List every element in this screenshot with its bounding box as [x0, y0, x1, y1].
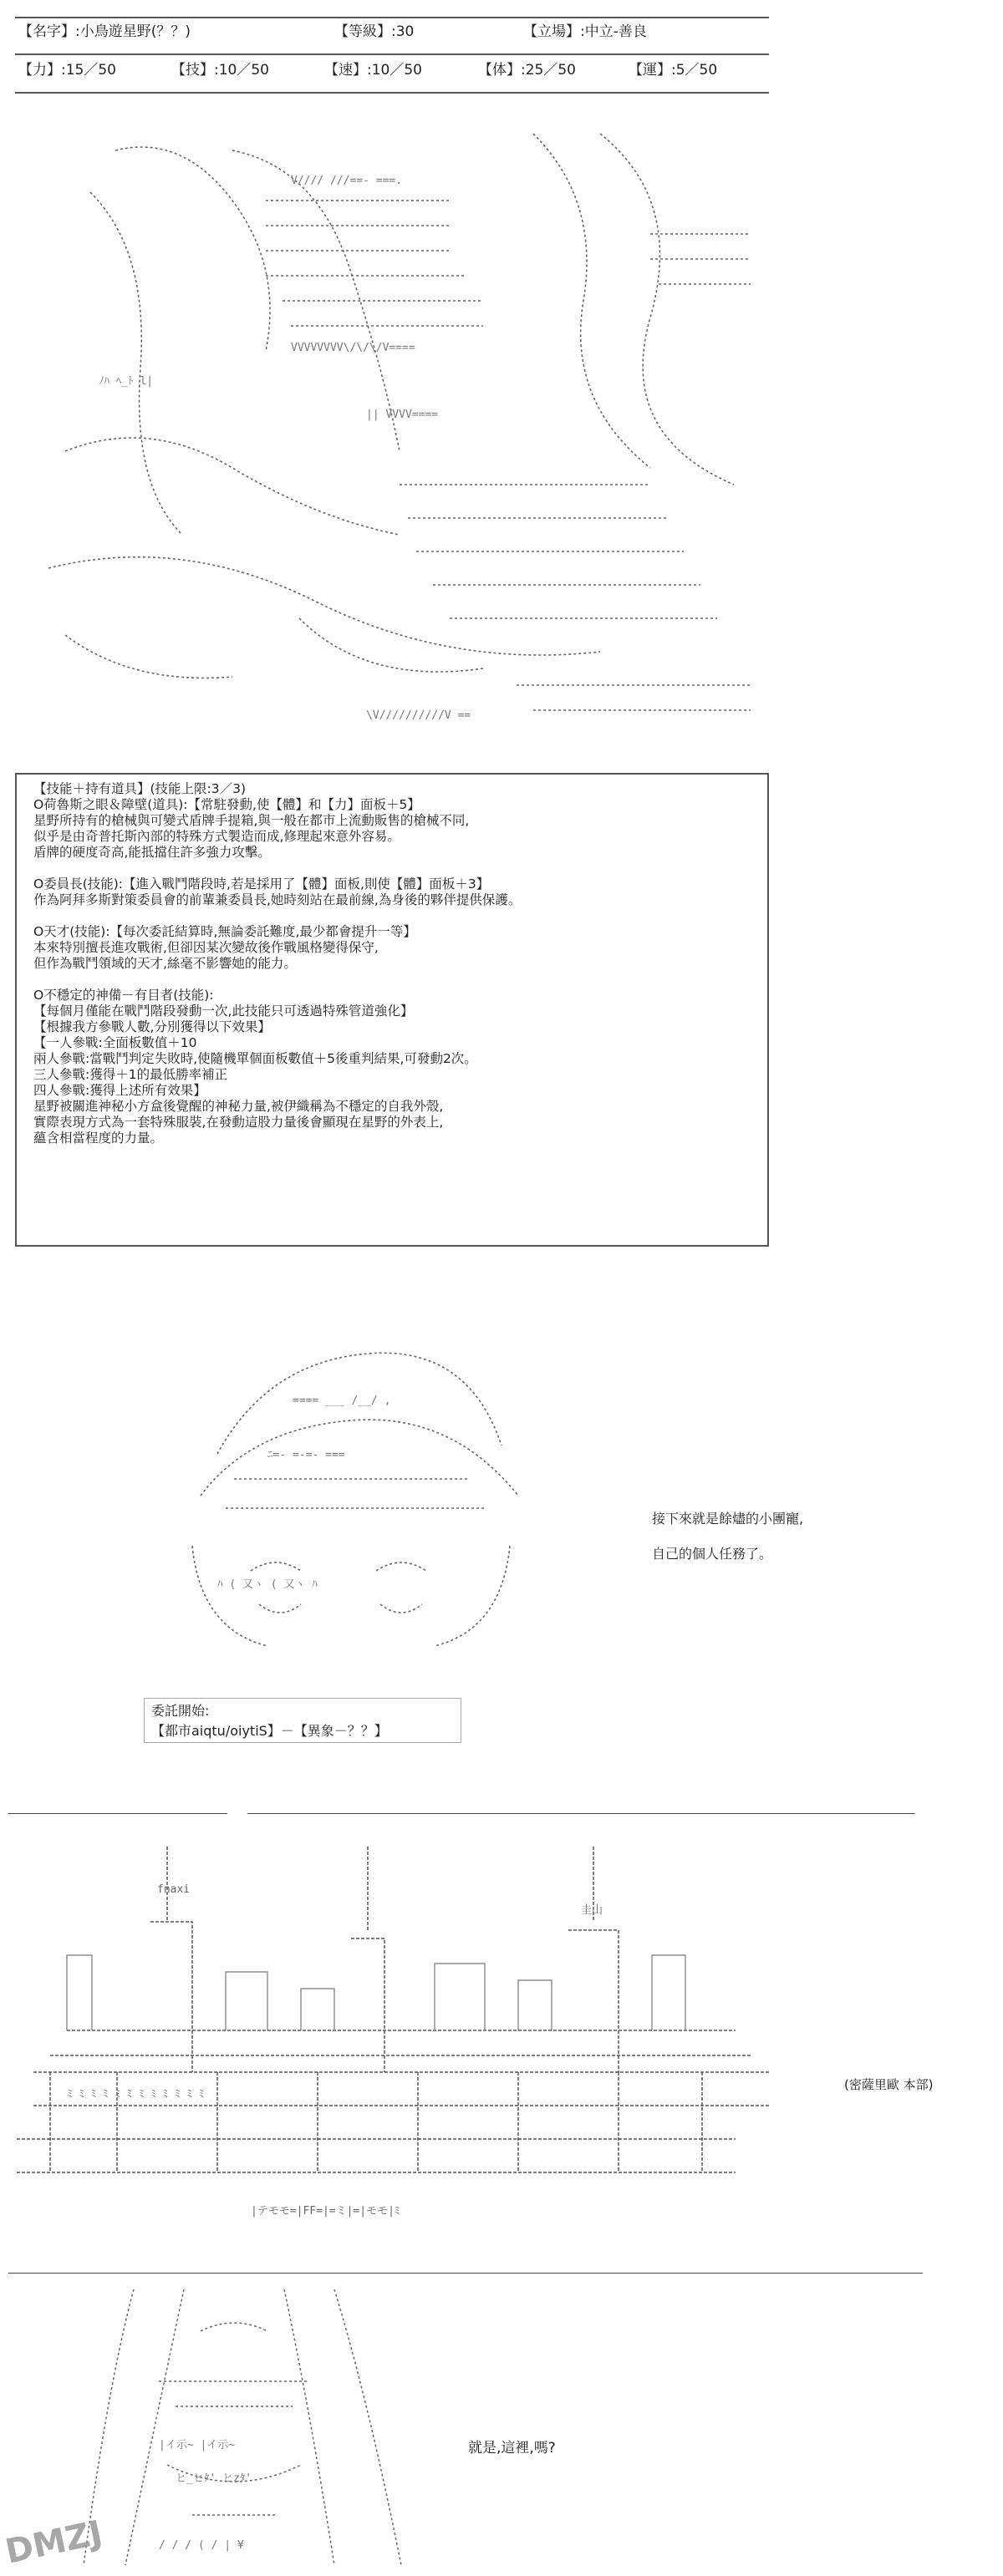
svg-text:\V//////////V ==: \V//////////V ==: [366, 709, 471, 722]
divider: [15, 1245, 769, 1247]
location-caption: (密薩里歐 本部): [844, 2077, 934, 2092]
item-line: 星野被關進神秘小方盒後覺醒的神秘力量,被伊織稱為不穩定的自我外殼,: [33, 1099, 444, 1114]
divider: [247, 1813, 914, 1814]
name-stat: 【名字】:小鳥遊星野(？？): [18, 23, 191, 40]
svg-text:|イ示~ |イ示~: |イ示~ |イ示~: [159, 2439, 236, 2452]
svg-text:|| VVVV====: || VVVV====: [366, 409, 439, 421]
face-ascii-art: [167, 1329, 535, 1679]
item-line: 本來特別擅長進攻戰術,但卻因某次變故後作戰風格變得保守,: [33, 940, 379, 955]
alignment-stat: 【立場】:中立-善良: [523, 23, 647, 40]
item-line: 似乎是由奇普托斯內部的特殊方式製造而成,修理起來意外容易。: [33, 829, 400, 844]
item-line: 蘊含相當程度的力量。: [33, 1130, 164, 1146]
svg-text:ﾊ ( 又ヽ ( 又ヽ ﾊ: ﾊ ( 又ヽ ( 又ヽ ﾊ: [217, 1578, 318, 1591]
svg-text:|テモモ=|FF=|=ミ|=|モモ|ﾐ: |テモモ=|FF=|=ミ|=|モモ|ﾐ: [251, 2205, 400, 2218]
svg-text:ﾐ ﾐ ﾐ ﾐ ﾐ ﾐ ﾐ ﾐ ﾐ ﾐ ﾐ ﾐ: ﾐ ﾐ ﾐ ﾐ ﾐ ﾐ ﾐ ﾐ ﾐ ﾐ ﾐ ﾐ: [67, 2088, 205, 2101]
item-line: 星野所持有的槍械與可變式盾牌手提箱,與一般在都市上流動販售的槍械不同,: [33, 813, 470, 828]
divider: [15, 92, 769, 94]
speed-stat: 【速】:10／50: [324, 62, 422, 79]
svg-text:VVVVVVVV\/\/\/V====: VVVVVVVV\/\/\/V====: [291, 342, 415, 354]
box-border: [15, 773, 17, 1245]
item-line: 【一人參戰:全面板數值＋10: [33, 1035, 197, 1050]
body-stat: 【体】:25／50: [478, 62, 576, 79]
watermark-logo: DMZJ: [2, 2513, 106, 2572]
luck-stat: 【運】:5／50: [629, 62, 718, 79]
technique-stat: 【技】:10／50: [171, 62, 269, 79]
svg-text:ﾆ=- =-=- ===: ﾆ=- =-=- ===: [267, 1449, 345, 1461]
item-line: 三人參戰:獲得＋1的最低勝率補正: [33, 1067, 228, 1082]
divider: [8, 1813, 227, 1814]
item-line: 實際表現方式為一套特殊服裝,在發動這股力量後會顯現在星野的外表上,: [33, 1115, 444, 1130]
skills-text: [33, 781, 777, 1146]
skyline-sign: 圭山: [581, 1904, 603, 1917]
svg-text:V//// ///==- ===.: V//// ///==- ===.: [291, 175, 403, 187]
svg-text:ヒ_ヒﾀ' ヒzﾀ': ヒ_ヒﾀ' ヒzﾀ': [176, 2472, 252, 2485]
item-line: 四人參戰:獲得上述所有效果】: [33, 1083, 206, 1098]
level-stat: 【等級】:30: [334, 23, 415, 40]
skills-header: 【技能＋持有道具】(技能上限:3／3): [33, 781, 247, 796]
item-line: 但作為戰鬥領域的天才,絲毫不影響她的能力。: [33, 956, 297, 971]
character-ascii-art: [15, 100, 767, 769]
narration-line-2: 自己的個人任務了。: [652, 1546, 773, 1562]
item-line: 【根據我方參戰人數,分別獲得以下效果】: [33, 1019, 271, 1034]
narration-line-1: 接下來就是餘燼的小團寵,: [652, 1511, 804, 1527]
commission-label: 委託開始:: [151, 1703, 210, 1719]
item-line: O天才(技能):【每次委託結算時,無論委託難度,最少都會提升一等】: [33, 924, 416, 939]
item-line: 作為阿拜多斯對策委員會的前輩兼委員長,她時刻站在最前線,為身後的夥伴提供保護。: [33, 892, 522, 907]
dialogue-text: 就是,這裡,嗎?: [468, 2440, 556, 2457]
status-row-1: [0, 15, 1003, 48]
skyline-ascii-art: [17, 1821, 786, 2256]
svg-text:==== ___ /__/ ,: ==== ___ /__/ ,: [293, 1395, 391, 1407]
svg-text:ﾉﾊ ﾍ_ﾄ l|: ﾉﾊ ﾍ_ﾄ l|: [99, 375, 154, 388]
commission-detail: 【都市aiqtu/oiytiS】－【異象－？？】: [151, 1723, 388, 1739]
item-line: O委員長(技能):【進入戰鬥階段時,若是採用了【體】面板,則使【體】面板＋3】: [33, 876, 490, 892]
strength-stat: 【力】:15／50: [18, 62, 116, 79]
skyline-sign: fnaxi: [157, 1883, 191, 1896]
divider: [8, 2273, 923, 2274]
status-row-2: [0, 53, 1003, 87]
item-line: 【每個月僅能在戰鬥階段發動一次,此技能只可透過特殊管道強化】: [33, 1003, 414, 1019]
commission-box: [144, 1698, 461, 1743]
item-line: 盾牌的硬度奇高,能抵擋住許多強力攻擊。: [33, 845, 271, 860]
item-line: O荷魯斯之眼＆障壁(道具):【常駐發動,使【體】和【力】面板＋5】: [33, 797, 420, 812]
svg-text:/ / / ( / | ¥: / / / ( / | ¥: [159, 2539, 244, 2552]
item-line: O不穩定的神備－有目者(技能):: [33, 988, 214, 1003]
item-line: 兩人參戰:當戰鬥判定失敗時,使隨機單個面板數值＋5後重判結果,可發動2次。: [33, 1051, 477, 1066]
divider: [15, 773, 769, 775]
